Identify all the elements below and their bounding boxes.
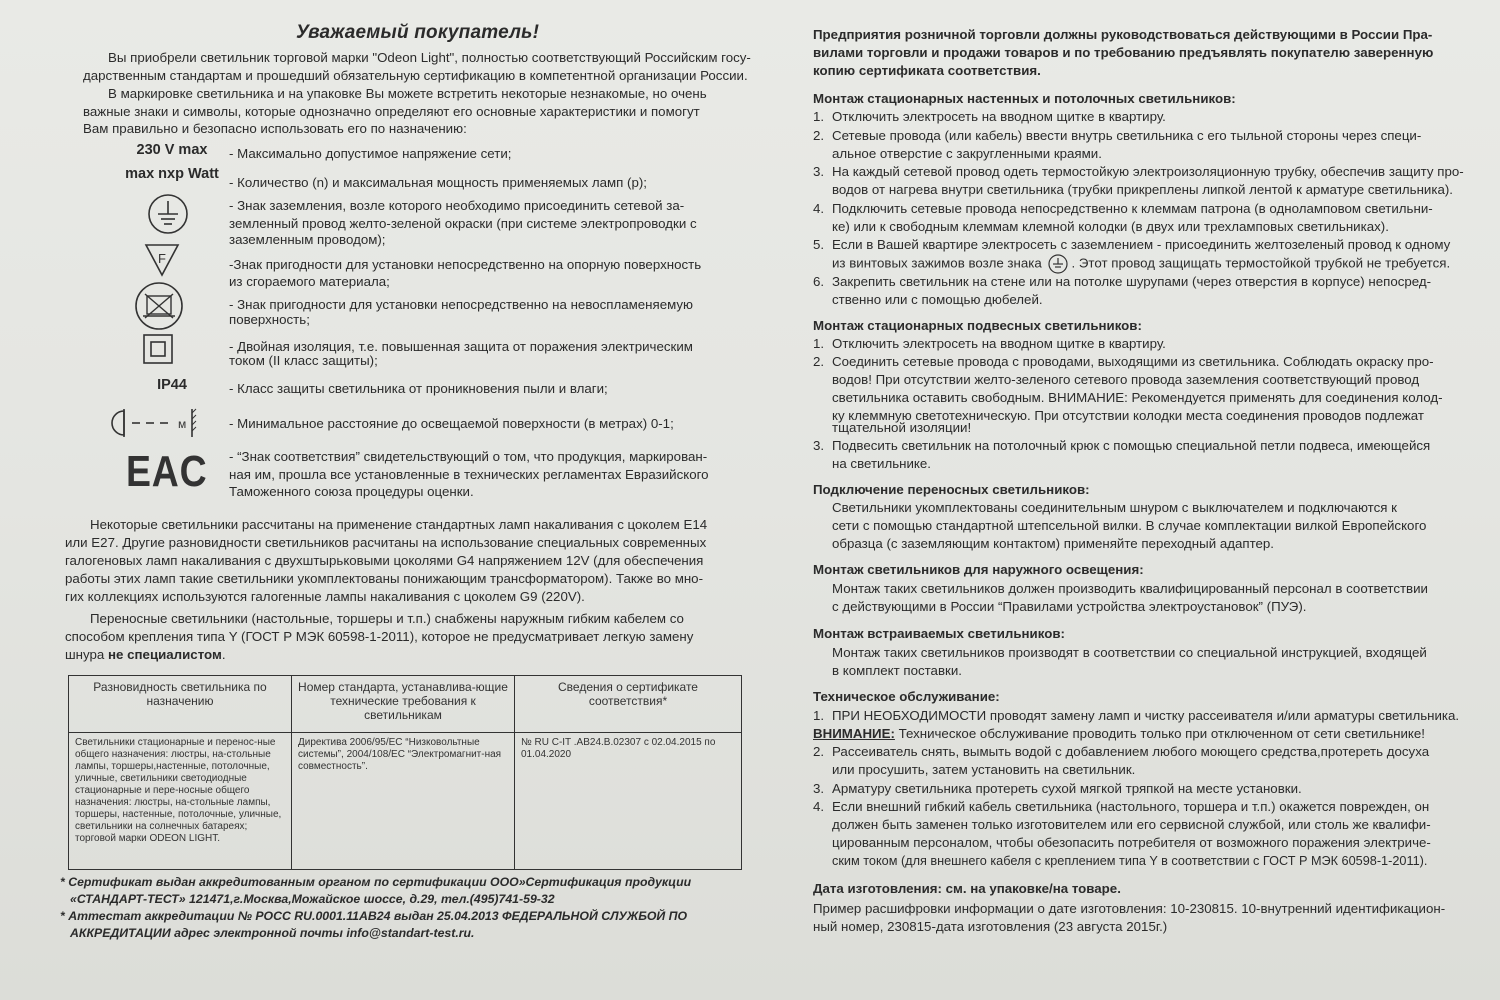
footnote-line: * Сертификат выдан аккредитованным органом по сертификации ООО»Сертификация продукции: [60, 875, 692, 889]
ip-desc: - Класс защиты светильника от проникновения пыли и влаги;: [229, 381, 608, 396]
list-number: 5.: [813, 237, 825, 252]
list-item: светильника оставить свободным. ВНИМАНИЕ: Рекомендуется применять для соединения колод-: [832, 390, 1443, 405]
portable-line: Светильники укомплектованы соединительным шнуром с выключателем и подключаются к: [832, 500, 1397, 515]
warning-label: ВНИМАНИЕ:: [813, 726, 895, 741]
warning-line: ВНИМАНИЕ: Техническое обслуживание проводить только при отключенном от сети светильнике!: [813, 726, 1425, 741]
list-number: 1.: [813, 336, 825, 351]
list-number: 1.: [813, 708, 825, 723]
double-desc-line: током (II класс защиты);: [229, 353, 378, 368]
intro-line: важные знаки и символы, которые однозначно определяют его основные характеристики и помогут: [83, 104, 700, 119]
eac-logo: EAC: [126, 447, 208, 496]
date-line: Пример расшифровки информации о дате изготовления: 10-230815. 10-внутренний идентификацион-: [813, 901, 1446, 916]
nonflam-desc-line: поверхность;: [229, 312, 310, 327]
f-desc-line: -Знак пригодности для установки непосредственно на опорную поверхность: [229, 257, 702, 272]
list-number: 2.: [813, 128, 825, 143]
list-item: Подвесить светильник на потолочный крюк с помощью специальной петли подвеса, имеющейся: [832, 438, 1431, 453]
eac-desc-line: ная им, прошла все установленные в технических регламентах Евразийского: [229, 467, 709, 482]
list-item: водов от нагрева внутри светильника (трубки прикреплены липкой лентой к арматуре светильника).: [832, 182, 1453, 197]
list-item: ке) или к свободным клеммам клемной колодки (в двух или трехламповых светильниках).: [832, 219, 1389, 234]
footnote-line: «СТАНДАРТ-ТЕСТ» 121471,г.Москва,Можайское шоссе, д.29, тел.(495)741-59-32: [70, 892, 555, 906]
double-insulation-icon: [142, 333, 174, 365]
portable-line: сети с помощью стандартной штепсельной вилки. В случае комплектации вилкой Европейского: [832, 518, 1427, 533]
ground-desc-line: заземленным проводом);: [229, 232, 386, 247]
list-number: 3.: [813, 438, 825, 453]
certificate-table: [68, 675, 742, 870]
lamps-line: или Е27. Другие разновидности светильников расчитаны на использование специальных современных: [65, 535, 707, 550]
list-item: ПРИ НЕОБХОДИМОСТИ проводят замену ламп и чистку рассеивателя и/или арматуры светильника.: [832, 708, 1460, 723]
lamps-line: гих коллекциях используются галогенные лампы накаливания с цоколем G9 (220V).: [65, 589, 585, 604]
list-item: Соединить сетевые провода с проводами, выходящими из светильника. Соблюдать окраску про-: [832, 354, 1434, 369]
footnote-line: * Аттестат аккредитации № РОСС RU.0001.11АВ24 выдан 25.04.2013 ФЕДЕРАЛЬНОЙ СЛУЖБОЙ ПО: [60, 909, 688, 923]
maintenance-heading: Техническое обслуживание:: [813, 689, 1000, 704]
intro-line: дарственным стандартам и прошедший обязательную сертификацию в компетентной организации России.: [83, 68, 748, 83]
list-item: Закрепить светильник на стене или на потолке шурупами (через отверстия в корпусе) непосред-: [832, 274, 1432, 289]
outdoor-line: Монтаж таких светильников должен производить квалифицированный персонал в соответствии: [832, 581, 1428, 596]
double-desc-line: - Двойная изоляция, т.е. повышенная защита от поражения электрическим: [229, 339, 693, 354]
list-item: Отключить электросеть на вводном щитке в квартиру.: [832, 109, 1166, 124]
eac-desc-line: - “Знак соответствия” свидетельствующий о том, что продукция, маркирован-: [229, 449, 708, 464]
ip-label: IP44: [157, 377, 187, 393]
list-number: 2.: [813, 354, 825, 369]
list-number: 1.: [813, 109, 825, 124]
list-item: ственно или с помощью дюбелей.: [832, 292, 1043, 307]
outdoor-heading: Монтаж светильников для наружного освещения:: [813, 562, 1144, 577]
portable-heading: Подключение переносных светильников:: [813, 482, 1090, 497]
table-cell: № RU C-IT .АВ24.В.02307 с 02.04.2015 по 01.04.2020: [515, 733, 742, 870]
list-number: 4.: [813, 201, 825, 216]
embedded-line: Монтаж таких светильников производят в соответствии со специальной инструкцией, входящей: [832, 645, 1427, 660]
distance-unit: м: [178, 417, 187, 431]
list-item: или просушить, затем установить на светильник.: [832, 762, 1136, 777]
list-item: Отключить электросеть на вводном щитке в квартиру.: [832, 336, 1166, 351]
list-item: из винтовых зажимов возле знака . Этот провод защищать термостойкой трубкой не требуется.: [832, 254, 1450, 274]
list-item: тщательной изоляции!: [832, 420, 972, 435]
lamps-line: Некоторые светильники рассчитаны на применение стандартных ламп накаливания с цоколем Е14: [90, 517, 708, 532]
pendant-heading: Монтаж стационарных подвесных светильников:: [813, 318, 1142, 333]
ground-desc-line: земленный провод желто-зеленой окраски (при системе электропроводки с: [229, 216, 697, 231]
voltage-label: 230 V max: [136, 142, 208, 158]
power-desc: - Количество (n) и максимальная мощность применяемых ламп (р);: [229, 175, 647, 190]
portable-line: Переносные светильники (настольные, торшеры и т.п.) снабжены наружным гибким кабелем со: [90, 611, 684, 626]
date-heading: Дата изготовления: см. на упаковке/на товаре.: [813, 881, 1121, 896]
list-item: Рассеиватель снять, вымыть водой с добавлением любого моющего средства,протереть досуха: [832, 744, 1430, 759]
list-item: Если в Вашей квартире электросеть с заземлением - присоединить желтозеленый провод к одному: [832, 237, 1451, 252]
list-item: Если внешний гибкий кабель светильника (настольного, торшера и т.п.) окажется поврежден, он: [832, 799, 1430, 814]
list-item: ку клеммную светотехническую. При отсутствии колодки места соединения проводов подлежат: [832, 408, 1425, 423]
wall-heading: Монтаж стационарных настенных и потолочных светильников:: [813, 91, 1236, 106]
f-triangle-icon: [144, 242, 180, 278]
embedded-line: в комплект поставки.: [832, 663, 962, 678]
list-number: 2.: [813, 744, 825, 759]
footnote-line: АККРЕДИТАЦИИ адрес электронной почты info@standart-test.ru.: [70, 926, 475, 940]
table-header: Разновидность светильника по назначению: [69, 676, 292, 733]
voltage-desc: - Максимально допустимое напряжение сети;: [229, 146, 512, 161]
table-header: Сведения о сертификате соответствия*: [515, 676, 742, 733]
list-number: 6.: [813, 274, 825, 289]
list-item: на светильнике.: [832, 456, 931, 471]
list-item: На каждый сетевой провод одеть термостойкую электроизоляционную трубку, обеспечив защиту про-: [832, 164, 1464, 179]
list-item: Арматуру светильника протереть сухой мягкой тряпкой на месте установки.: [832, 781, 1302, 796]
list-item: альное отверстие с закругленными краями.: [832, 146, 1102, 161]
portable-line: шнура не специалистом.: [65, 647, 226, 662]
portable-line: образца (с заземляющим контактом) применяйте переходный адаптер.: [832, 536, 1275, 551]
list-item: цированным персоналом, чтобы обезопасить потребителя от возможного поражения электриче-: [832, 835, 1431, 850]
list-item: Подключить сетевые провода непосредственно к клеммам патрона (в одноламповом светильни-: [832, 201, 1433, 216]
table-header: Номер стандарта, устанавлива-ющие технические требования к светильникам: [292, 676, 515, 733]
list-number: 4.: [813, 799, 825, 814]
ground-icon: [1047, 254, 1069, 274]
date-line: ный номер, 230815-дата изготовления (23 августа 2015г.): [813, 919, 1168, 934]
power-label: max nxp Watt: [125, 166, 219, 182]
distance-desc: - Минимальное расстояние до освещаемой поверхности (в метрах) 0-1;: [229, 416, 674, 431]
ground-desc-line: - Знак заземления, возле которого необходимо присоединить сетевой за-: [229, 198, 685, 213]
lamps-line: работы этих ламп такие светильники укомплектованы понижающим трансформатором). Также во мно-: [65, 571, 704, 586]
retail-line: вилами торговли и продажи товаров и по требованию предъявлять покупателю заверенную: [813, 45, 1434, 60]
ground-icon: [146, 192, 190, 236]
table-cell: Светильники стационарные и перенос-ные общего назначения: люстры, на-стольные лампы, торшеры,настенные, потолочные, уличные, светильники светодиодные стационарные и пере-носные общего назначения: люстры, на-стольные лампы, торшеры, настенные, потолочные, уличные, светильники на солнечных батареях; торговой марки ODEON LIGHT.: [69, 733, 292, 870]
list-item: должен быть заменен только изготовителем или его сервисной службой, или столь же квалифи-: [832, 817, 1431, 832]
outdoor-line: с действующими в России “Правилами устройства электроустановок” (ПУЭ).: [832, 599, 1307, 614]
portable-bold: не специалистом: [108, 647, 222, 662]
portable-line: способом крепления типа Y (ГОСТ Р МЭК 60598-1-2011), которое не предусматривает легкую замену: [65, 629, 694, 644]
eac-desc-line: Таможенного союза процедуры оценки.: [229, 484, 474, 499]
page-title: Уважаемый покупатель!: [296, 22, 540, 43]
nonflammable-surface-icon: [133, 280, 185, 332]
list-item: водов! При отсутствии желто-зеленого сетевого провода заземления соответствующий провод: [832, 372, 1420, 387]
nonflam-desc-line: - Знак пригодности для установки непосредственно на невоспламеняемую: [229, 297, 694, 312]
embedded-heading: Монтаж встраиваемых светильников:: [813, 626, 1065, 641]
list-number: 3.: [813, 781, 825, 796]
intro-line: Вы приобрели светильник торговой марки "Odeon Light", полностью соответствующий Российским госу-: [108, 50, 751, 65]
list-item: ским током (для внешнего кабеля с креплением типа Y в соответствии с ГОСТ Р МЭК 60598-1-2011).: [832, 854, 1428, 868]
table-cell: Директива 2006/95/ЕС “Низковольтные системы”, 2004/108/ЕС “Электромагнит-ная совместность”.: [292, 733, 515, 870]
list-item: Сетевые провода (или кабель) ввести внутрь светильника с его тыльной стороны через специ-: [832, 128, 1422, 143]
lamps-line: галогеновых ламп накаливания с двухштырьковыми цоколями G4 напряжением 12V (для обеспечения: [65, 553, 704, 568]
retail-line: копию сертификата соответствия.: [813, 63, 1041, 78]
retail-line: Предприятия розничной торговли должны руководствоваться действующими в России Пра-: [813, 27, 1433, 42]
list-number: 3.: [813, 164, 825, 179]
f-desc-line: из сгораемого материала;: [229, 274, 390, 289]
intro-line: В маркировке светильника и на упаковке Вы можете встретить некоторые незнакомые, но очень: [108, 86, 707, 101]
min-distance-icon: [110, 405, 200, 441]
intro-line: Вам правильно и безопасно использовать его по назначению:: [83, 121, 467, 136]
f-letter: F: [158, 251, 166, 266]
